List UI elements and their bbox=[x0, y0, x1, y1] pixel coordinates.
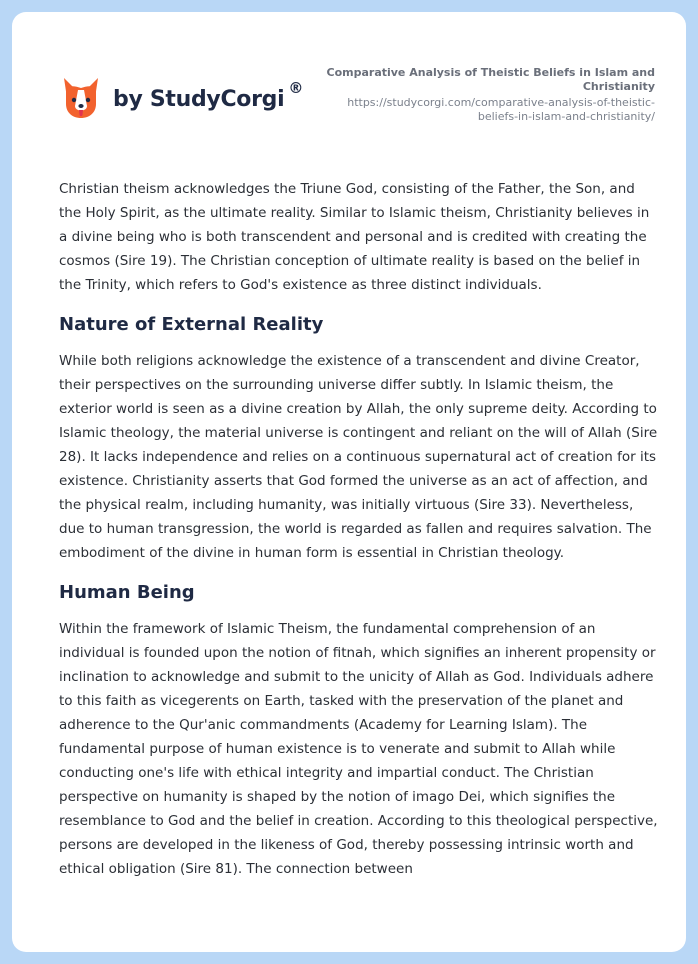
registered-mark: ® bbox=[288, 79, 304, 97]
paragraph: Within the framework of Islamic Theism, the fundamental comprehension of an individual is founded upon the notion of fitnah, which signifies an inherent propensity or inclination to acknowledge and submit to the unicity of Allah as God. Individuals adhere to this faith as vicegerents on Earth, tasked with the preservation of the planet and adherence to the Qur'anic commandments (Academy for Learning Islam). The fundamental purpose of human existence is to venerate and submit to Allah while conducting one's life with ethical integrity and impartial conduct. The Christian perspective on humanity is shaped by the notion of imago Dei, which signifies the resemblance to God and the belief in creation. According to this theological perspective, persons are developed in the likeness of God, thereby possessing intrinsic worth and ethical obligation (Sire 81). The connection between bbox=[59, 621, 658, 877]
studycorgi-logo[interactable] bbox=[61, 76, 303, 120]
document-body bbox=[59, 177, 659, 881]
brand-name: by StudyCorgi bbox=[113, 86, 285, 112]
document-url[interactable]: https://studycorgi.com/comparative-analysis-of-theistic-beliefs-in-islam-and-christianity/ bbox=[347, 96, 655, 123]
page-header bbox=[12, 12, 686, 152]
paragraph: Christian theism acknowledges the Triune God, consisting of the Father, the Son, and the Holy Spirit, as the ultimate reality. Similar to Islamic theism, Christianity believes in a divine being who is both transcendent and personal and is credited with creating the cosmos (Sire 19). The Christian conception of ultimate reality is based on the belief in the Trinity, which refers to God's existence as three distinct individuals. bbox=[59, 181, 650, 293]
paragraph: While both religions acknowledge the existence of a transcendent and divine Creator, their perspectives on the surrounding universe differ subtly. In Islamic theism, the exterior world is seen as a divine creation by Allah, the only supreme deity. According to Islamic theology, the material universe is contingent and reliant on the will of Allah (Sire 28). It lacks independence and relies on a continuous supernatural act of creation for its existence. Christianity asserts that God formed the universe as an act of affection, and the physical realm, including humanity, was initially virtuous (Sire 33). Nevertheless, due to human transgression, the world is regarded as fallen and requires salvation. The embodiment of the divine in human form is essential in Christian theology. bbox=[59, 353, 658, 561]
document-title: Comparative Analysis of Theistic Beliefs in Islam and Christianity bbox=[326, 66, 655, 93]
section-heading: Human Being bbox=[59, 582, 195, 603]
document-reference bbox=[325, 66, 655, 124]
corgi-logo-icon bbox=[61, 76, 101, 120]
section-heading: Nature of External Reality bbox=[59, 314, 324, 335]
document-page bbox=[12, 12, 686, 952]
